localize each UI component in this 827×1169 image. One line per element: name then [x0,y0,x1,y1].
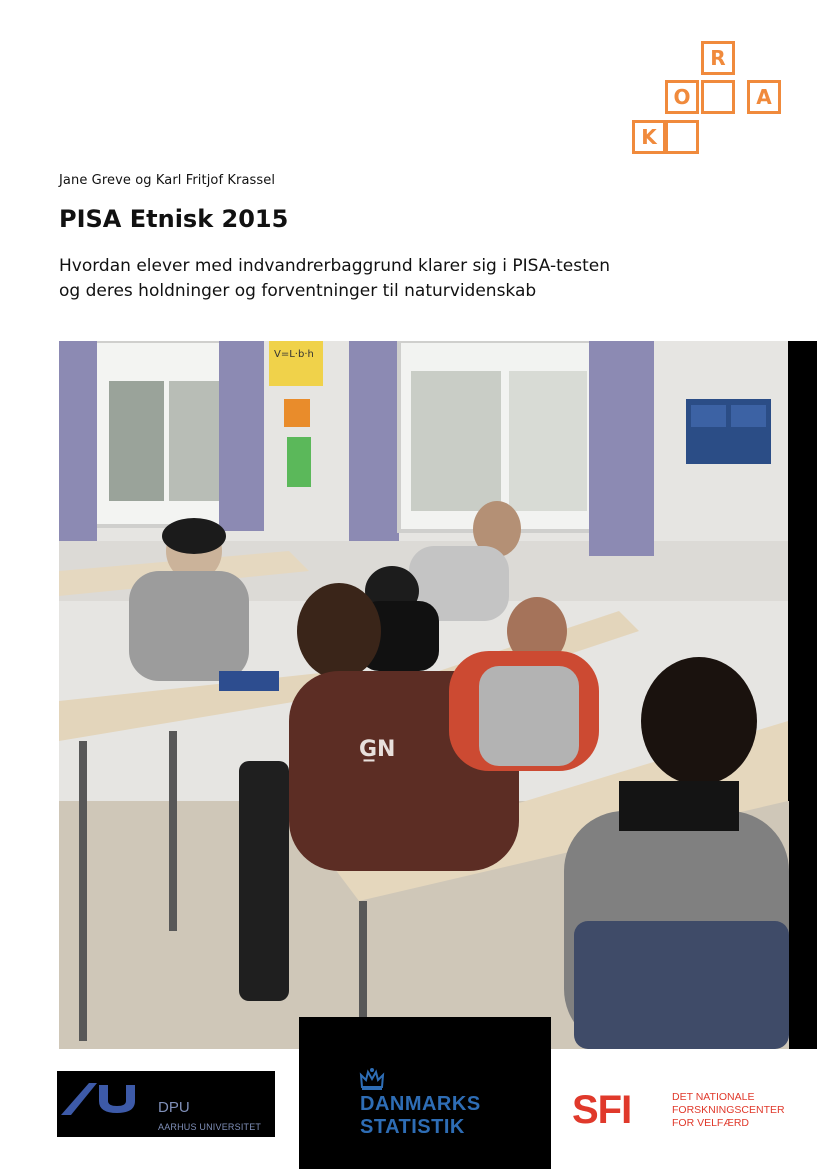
danmarks-statistik-logo [299,1017,551,1169]
au-mark-icon [59,1077,154,1117]
subtitle-line: Hvordan elever med indvandrerbaggrund klarer sig i PISA-testen [59,256,611,276]
sfi-line: FOR VELFÆRD [672,1117,750,1129]
photo-hoodie-print: G̲N [359,737,396,762]
sfi-mark: SFI [572,1088,632,1132]
cover-photo [59,341,817,1049]
subtitle [59,254,739,304]
page-title: PISA Etnisk 2015 [59,205,289,233]
kora-join-square [701,80,735,114]
dpu-sub: AARHUS UNIVERSITET [158,1122,262,1132]
dpu-logo [57,1071,275,1137]
kora-tile-a: A [747,80,781,114]
dst-line2: STATISTIK [360,1116,465,1138]
poster-text: V=L·b·h [274,349,314,360]
dst-line1: DANMARKS [360,1093,481,1115]
kora-join-square [665,120,699,154]
subtitle-line: og deres holdninger og forventninger til naturvidenskab [59,281,537,301]
crown-icon [359,1067,385,1091]
kora-tile-k: K [632,120,666,154]
authors: Jane Greve og Karl Fritjof Krassel [59,173,276,188]
sfi-logo [572,1087,802,1137]
sfi-line: FORSKNINGSCENTER [672,1104,785,1116]
kora-tile-r: R [701,41,735,75]
sfi-line: DET NATIONALE [672,1091,755,1103]
kora-tile-o: O [665,80,699,114]
dpu-name: DPU [158,1099,190,1116]
kora-logo [630,38,790,158]
